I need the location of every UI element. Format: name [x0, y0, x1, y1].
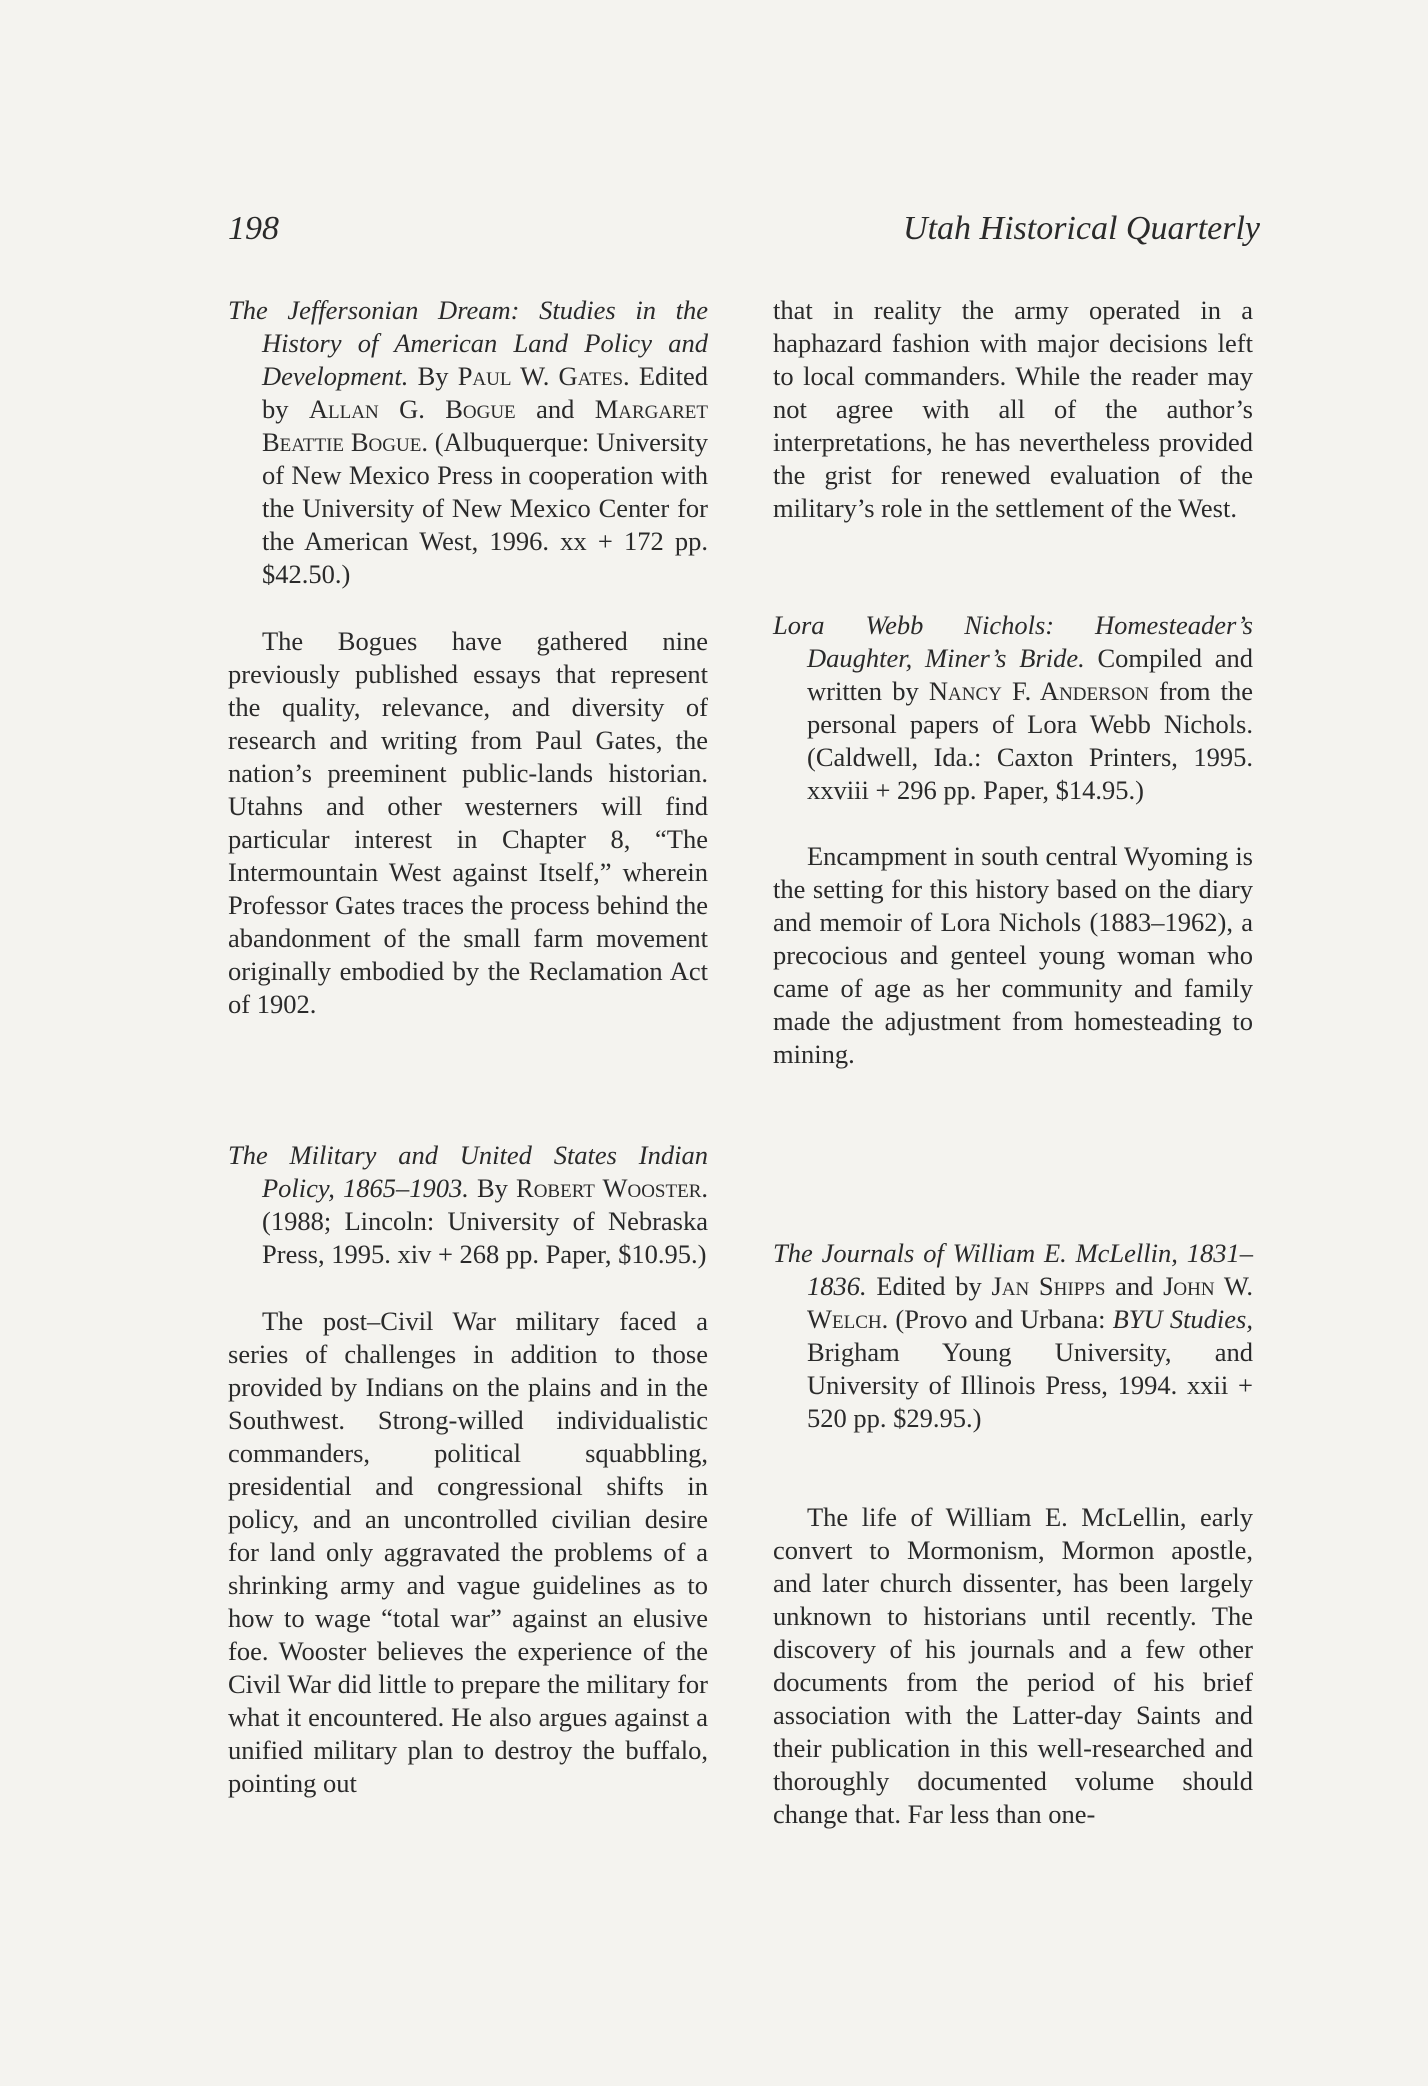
- publication-info: Brigham Young University, and University of Illinois Press, 1994. xxii + 520 pp. $29.95.): [807, 1337, 1253, 1433]
- publication-info: . (Provo and Urbana:: [881, 1304, 1106, 1334]
- author-name: Nancy F. Anderson: [928, 676, 1149, 706]
- citation-edited-by: . Edited by: [262, 361, 708, 424]
- review-body-jeffersonian-dream: The Bogues have gathered nine previously published essays that represent the quality, relevance, and diversity of research and writing from Paul Gates, the nation’s preeminent public-lands historian. Utahns and other westerners will find particular interest in Chapter 8, “The Intermountain West against Itself,” wherein Professor Gates traces the process behind the abandonment of the small farm movement originally embodied by the Reclamation Act of 1902.: [228, 626, 708, 1019]
- citation-and: and: [1115, 1271, 1154, 1301]
- editor-name: John W. Welch: [807, 1271, 1254, 1334]
- editor-name: Jan Shipps: [991, 1271, 1106, 1301]
- editor-name: Allan G. Bogue: [308, 394, 516, 424]
- running-head: Utah Historical Quarterly: [903, 210, 1260, 247]
- review-body-continuation: that in reality the army operated in a haphazard fashion with major decisions left to local commanders. While the reader may not agree with all of the author’s interpretations, he has nevertheless provided the grist for renewed evaluation of the military’s role in the settlement of the West.: [773, 295, 1253, 523]
- book-title: The Jeffersonian Dream: Studies in the History of American Land Policy and Development.: [228, 295, 708, 391]
- review-body-mclellin-journals: The life of William E. McLellin, early convert to Mormonism, Mormon apostle, and later church dissenter, has been largely unknown to historians until recently. The discovery of his journals and a few other documents from the period of his brief association with the Latter-day Saints and their publication in this well-researched and thoroughly documented volume should change that. Far less than one-: [773, 1502, 1253, 1829]
- citation-edited-by: Edited by: [876, 1271, 982, 1301]
- review-citation-mclellin-journals: [773, 1237, 1253, 1435]
- publication-info: from the personal papers of Lora Webb Nichols. (Caldwell, Ida.: Caxton Printers, 1995. xxviii + 296 pp. Paper, $14.95.): [807, 676, 1254, 805]
- review-citation-jeffersonian-dream: [228, 294, 708, 591]
- author-name: Robert Wooster: [516, 1173, 702, 1203]
- book-title: Lora Webb Nichols: Homesteader’s Daughter, Miner’s Bride.: [773, 610, 1253, 673]
- publication-info: . (1988; Lincoln: University of Nebraska Press, 1995. xiv + 268 pp. Paper, $10.95.): [262, 1173, 709, 1269]
- publication-info: . (Albuquerque: University of New Mexico Press in cooperation with the University of New Mexico Center for the American West, 1996. xx + 172 pp. $42.50.): [262, 427, 708, 589]
- page-number: 198: [228, 210, 279, 247]
- author-name: Paul W. Gates: [457, 361, 624, 391]
- right-column: [773, 294, 1253, 1831]
- editor-name: Margaret Beattie Bogue: [262, 394, 709, 457]
- book-title: The Military and United States Indian Policy, 1865–1903.: [228, 1140, 708, 1203]
- citation-compiled-by: Compiled and written by: [807, 643, 1253, 706]
- citation-by: By: [476, 1173, 508, 1203]
- review-citation-military-indian-policy: [228, 1139, 708, 1271]
- journal-title: BYU Studies,: [1112, 1304, 1253, 1334]
- left-column: [228, 294, 708, 1800]
- review-body-military-indian-policy: The post–Civil War military faced a series of challenges in addition to those provided by Indians on the plains and in the Southwest. Strong-willed individualistic commanders, political squabbling, presidential and congressional shifts in policy, and an uncontrolled civilian desire for land only aggravated the problems of a shrinking army and vague guidelines as to how to wage “total war” against an elusive foe. Wooster believes the experience of the Civil War did little to prepare the military for what it encountered. He also argues against a unified military plan to destroy the buffalo, pointing out: [228, 1306, 708, 1798]
- citation-by: By: [417, 361, 449, 391]
- book-title: The Journals of William E. McLellin, 1831–1836.: [773, 1238, 1253, 1301]
- review-citation-lora-webb-nichols: [773, 609, 1253, 807]
- review-body-lora-webb-nichols: Encampment in south central Wyoming is the setting for this history based on the diary and memoir of Lora Nichols (1883–1962), a precocious and genteel young woman who came of age as her community and family made the adjustment from homesteading to mining.: [773, 841, 1253, 1069]
- citation-and: and: [536, 394, 575, 424]
